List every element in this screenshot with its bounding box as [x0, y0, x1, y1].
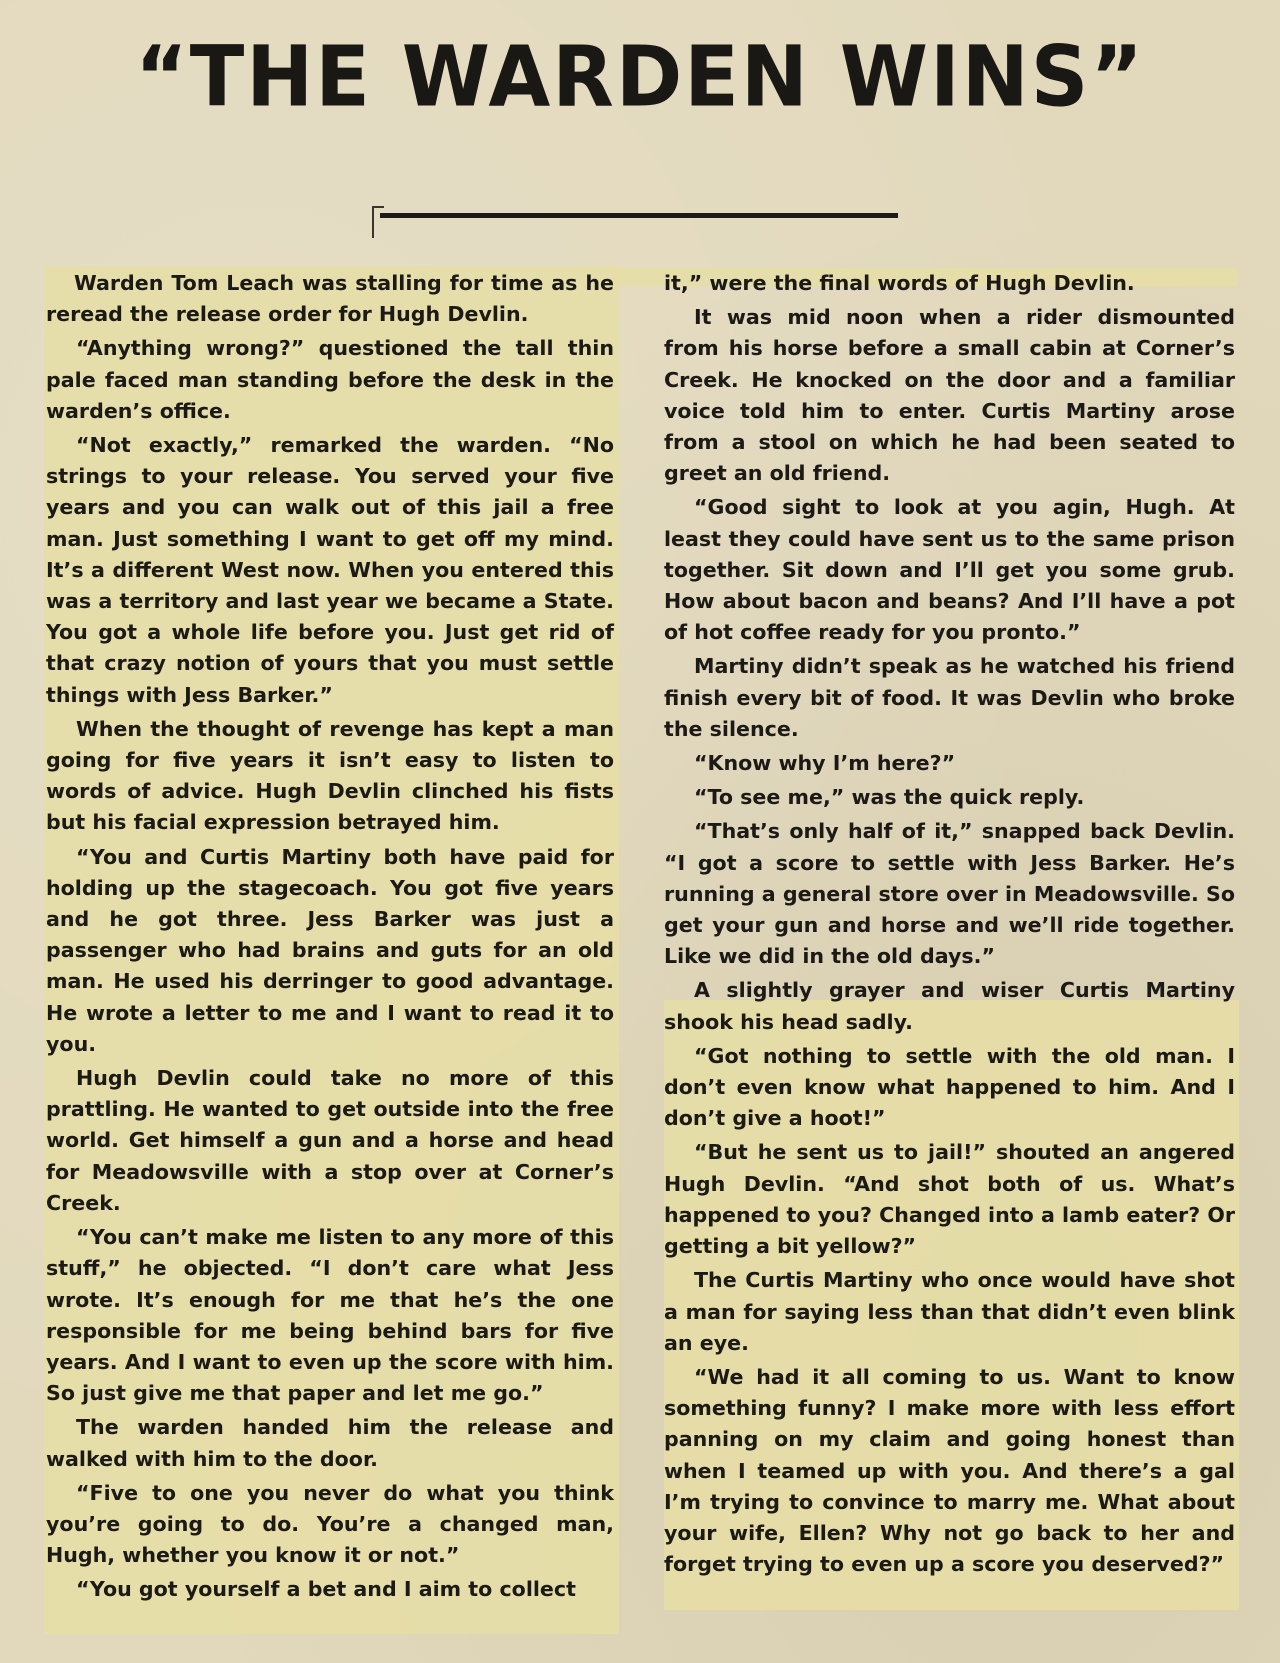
left-column [46, 268, 614, 1609]
paragraph: The Curtis Martiny who once would have shot a man for saying less than that didn’t even blink an eye. [664, 1268, 1235, 1355]
paragraph: Hugh Devlin could take no more of this prattling. He wanted to get outside into the free world. Get himself a gun and a horse and head for Meadowsville with a stop over at Corner’s Creek. [46, 1066, 614, 1215]
rule-hook [372, 206, 384, 238]
paragraph: “You and Curtis Martiny both have paid for holding up the stagecoach. You got five years and he got three. Jess Barker was just a passenger who had brains and guts for an old man. He used his derringer to good advantage. He wrote a letter to me and I want to read it to you. [46, 844, 614, 1056]
paragraph: “You got yourself a bet and I aim to collect [76, 1577, 576, 1602]
divider-rule [380, 213, 898, 218]
headline: “THE WARDEN WINS” [135, 27, 1145, 126]
paragraph: “Got nothing to settle with the old man. I don’t even know what happened to him. And I don’t give a hoot!” [664, 1043, 1235, 1131]
paragraph: “That’s only half of it,” snapped back Devlin. “I got a score to settle with Jess Barker. He’s running a general store over in Meadowsville. So get your gun and horse and we’ll ride together. Like we did in the old days.” [664, 819, 1235, 969]
paragraph: it,” were the final words of Hugh Devlin. [664, 271, 1135, 295]
paragraph: Martiny didn’t speak as he watched his friend finish every bit of food. It was Devlin who broke the silence. [664, 654, 1235, 741]
paragraph: When the thought of revenge has kept a man going for five years it isn’t easy to listen to words of advice. Hugh Devlin clinched his fists but his facial expression betrayed him. [46, 716, 614, 835]
paragraph: “Not exactly,” remarked the warden. “No strings to your release. You served your five years and you can walk out of this jail a free man. Just something I want to get off my mind. It’s a different West now. When you entered this was a territory and last year we became a State. You got a whole life before you. Just get rid of that crazy notion of yours that you must settle things with Jess Barker.” [46, 433, 614, 707]
paragraph: A slightly grayer and wiser Curtis Martiny shook his head sadly. [664, 978, 1235, 1034]
paragraph: “To see me,” was the quick reply. [694, 785, 1085, 810]
paragraph: “But he sent us to jail!” shouted an angered Hugh Devlin. “And shot both of us. What’s happened to you? Changed into a lamb eater? Or getting a bit yellow?” [664, 1140, 1235, 1259]
paragraph: “Anything wrong?” questioned the tall thin pale faced man standing before the desk in the warden’s office. [46, 336, 614, 423]
paragraph: “You can’t make me listen to any more of this stuff,” he objected. “I don’t care what Jess wrote. It’s enough for me that he’s the one responsible for me being behind bars for five years. And I want to even up the score with him. So just give me that paper and let me go.” [46, 1225, 614, 1406]
paragraph: It was mid noon when a rider dismounted from his horse before a small cabin at Corner’s Creek. He knocked on the door and a familiar voice told him to enter. Curtis Martiny arose from a stool on which he had been seated to greet an old friend. [664, 305, 1235, 486]
paragraph: “Know why I’m here?” [694, 751, 956, 776]
paragraph: Warden Tom Leach was stalling for time as he reread the release order for Hugh Devlin. [46, 271, 614, 327]
paragraph: The warden handed him the release and walked with him to the door. [46, 1415, 614, 1471]
paragraph: “We had it all coming to us. Want to know something funny? I make more with less effort panning on my claim and going honest than when I teamed up with you. And there’s a gal I’m trying to convince to marry me. What about your wife, Ellen? Why not go back to her and forget trying to even up a score you deserved?” [664, 1364, 1235, 1577]
paragraph: “Good sight to look at you agin, Hugh. At least they could have sent us to the same prison together. Sit down and I’ll get you some grub. How about bacon and beans? And I’ll have a pot of hot coffee ready for you pronto.” [664, 495, 1235, 645]
right-column [664, 268, 1235, 1583]
paragraph: “Five to one you never do what you think you’re going to do. You’re a changed man, Hugh, whether you know it or not.” [46, 1480, 614, 1568]
